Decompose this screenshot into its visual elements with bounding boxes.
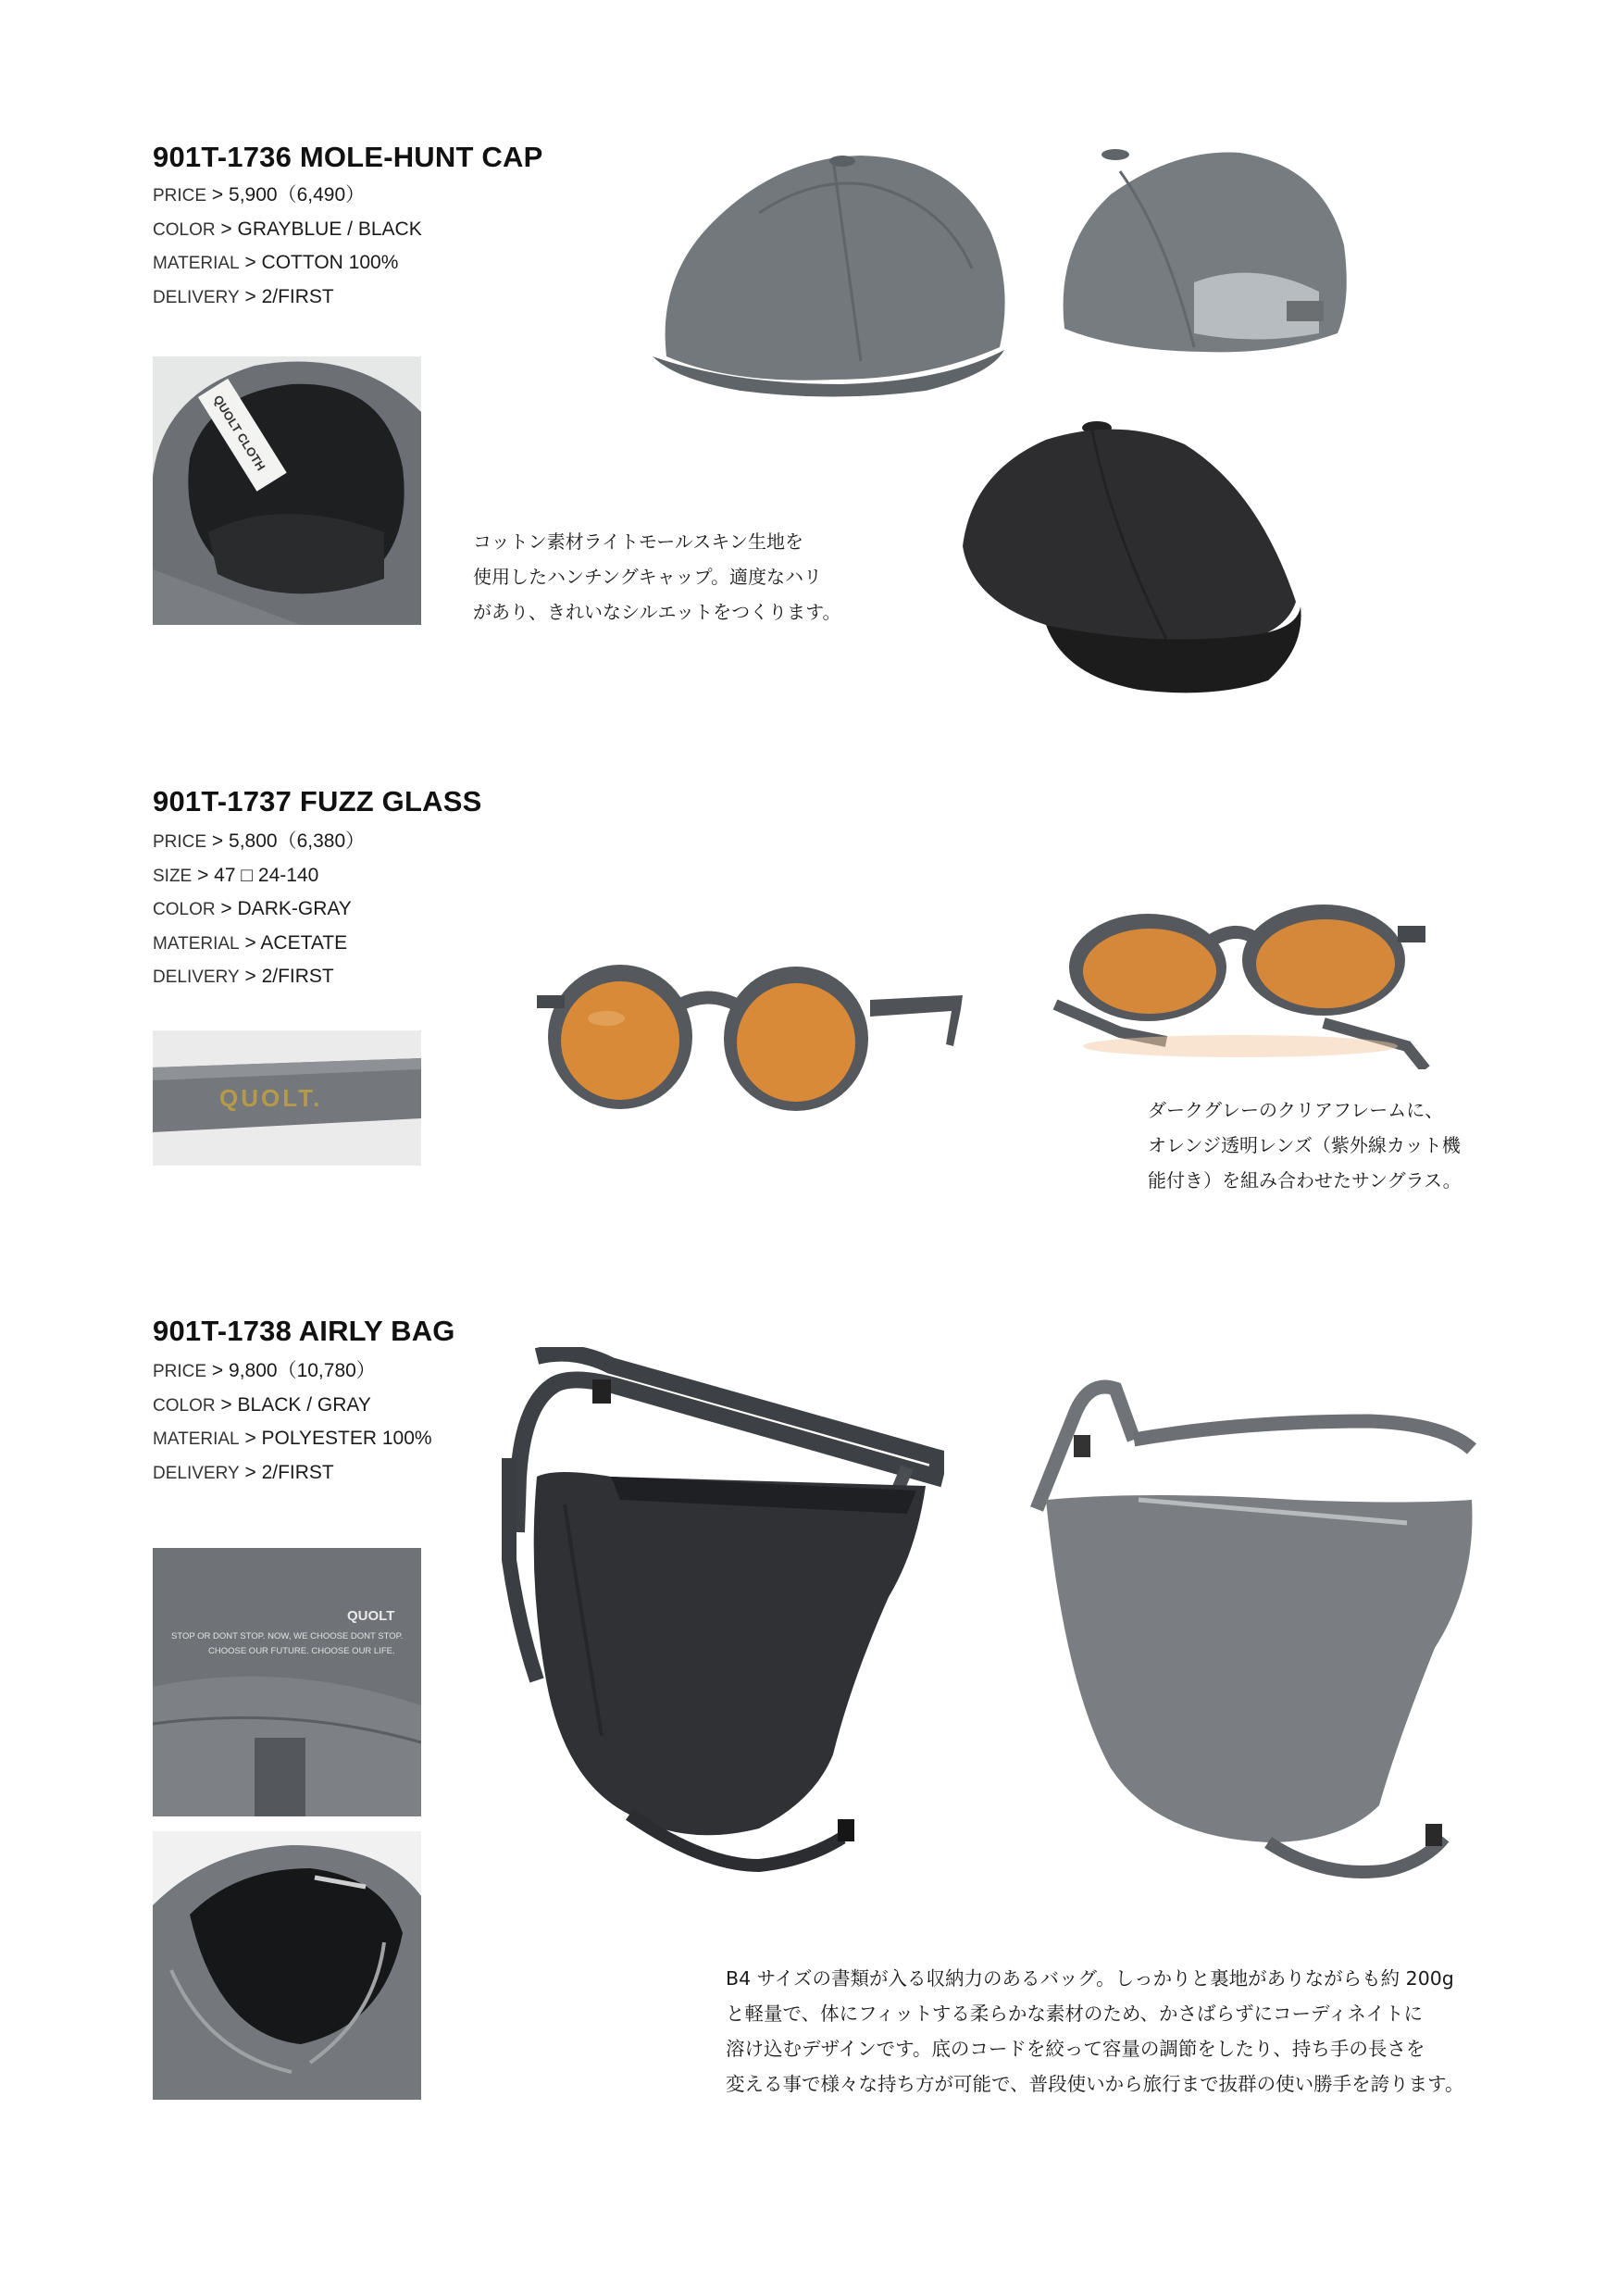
bag-print-detail-photo bbox=[153, 1548, 421, 1816]
description-line: 溶け込むデザインです。底のコードを絞って容量の調節をしたり、持ち手の長さを bbox=[726, 2038, 1425, 2060]
spec-label: PRICE bbox=[153, 186, 207, 206]
bag-print-brand: QUOLT bbox=[347, 1608, 395, 1624]
bag-print-line: CHOOSE OUR FUTURE. CHOOSE OUR LIFE. bbox=[208, 1646, 395, 1656]
cap-specs bbox=[153, 179, 422, 314]
product-title-cap: 901T-1736 MOLE-HUNT CAP bbox=[153, 141, 543, 173]
spec-value: 2/FIRST bbox=[261, 1461, 334, 1483]
spec-delivery: DELIVERY > 2/FIRST bbox=[153, 285, 334, 307]
cap-grayblue-front-photo bbox=[648, 148, 1009, 403]
product-title-glasses: 901T-1737 FUZZ GLASS bbox=[153, 785, 482, 817]
bag-description bbox=[726, 1961, 1463, 2102]
spec-label: MATERIAL bbox=[153, 1429, 240, 1449]
description-line: 使用したハンチングキャップ。適度なハリ bbox=[473, 566, 822, 588]
spec-material: MATERIAL > COTTON 100% bbox=[153, 252, 399, 273]
spec-value: DARK-GRAY bbox=[237, 898, 352, 919]
glasses-description bbox=[1148, 1092, 1462, 1198]
spec-value: 2/FIRST bbox=[261, 285, 334, 307]
spec-price: PRICE > 5,800（6,380） bbox=[153, 830, 366, 852]
spec-value: ACETATE bbox=[260, 931, 348, 954]
spec-label: MATERIAL bbox=[153, 933, 240, 954]
spec-label: DELIVERY bbox=[153, 1463, 240, 1483]
description-line: があり、きれいなシルエットをつくります。 bbox=[473, 601, 841, 623]
cap-description bbox=[473, 524, 841, 630]
description-line: オレンジ透明レンズ（紫外線カット機 bbox=[1148, 1134, 1461, 1156]
spec-value: 9,800（10,780） bbox=[229, 1360, 376, 1381]
spec-material: MATERIAL > POLYESTER 100% bbox=[153, 1428, 432, 1449]
temple-logo-text: QUOLT. bbox=[219, 1084, 323, 1112]
description-line: 変える事で様々な持ち方が可能で、普段使いから旅行まで抜群の使い勝手を誇ります。 bbox=[726, 2073, 1464, 2095]
bag-black-photo bbox=[481, 1347, 944, 1884]
description-line: と軽量で、体にフィットする柔らかな素材のため、かさばらずにコーディネイトに bbox=[726, 2003, 1423, 2025]
cap-label-text: QUOLT CLOTH bbox=[210, 393, 268, 473]
spec-value: 47 □ 24-140 bbox=[214, 864, 319, 886]
spec-label: COLOR bbox=[153, 1395, 216, 1416]
spec-price: PRICE > 9,800（10,780） bbox=[153, 1360, 376, 1381]
description-line: ダークグレーのクリアフレームに、 bbox=[1148, 1099, 1444, 1121]
spec-value: POLYESTER 100% bbox=[261, 1428, 432, 1449]
spec-color: COLOR > BLACK / GRAY bbox=[153, 1393, 371, 1416]
cap-black-photo bbox=[953, 417, 1305, 704]
spec-price: PRICE > 5,900（6,490） bbox=[153, 184, 366, 206]
bag-gray-photo bbox=[1009, 1370, 1490, 1889]
spec-label: COLOR bbox=[153, 900, 216, 919]
bag-inside-detail-photo bbox=[153, 1831, 421, 2100]
spec-size: SIZE > 47 □ 24-140 bbox=[153, 864, 319, 886]
spec-value: 5,900（6,490） bbox=[229, 184, 366, 206]
description-line: 能付き）を組み合わせたサングラス。 bbox=[1148, 1169, 1462, 1192]
spec-label: DELIVERY bbox=[153, 967, 240, 987]
spec-value: GRAYBLUE / BLACK bbox=[237, 218, 422, 240]
cap-grayblue-back-photo bbox=[1055, 144, 1351, 361]
spec-value: 2/FIRST bbox=[261, 966, 334, 987]
product-title-bag: 901T-1738 AIRLY BAG bbox=[153, 1315, 455, 1347]
spec-label: SIZE bbox=[153, 866, 193, 886]
cap-inside-detail-photo bbox=[153, 356, 421, 625]
spec-value: BLACK / GRAY bbox=[237, 1393, 371, 1416]
spec-label: COLOR bbox=[153, 219, 216, 240]
spec-delivery: DELIVERY > 2/FIRST bbox=[153, 1461, 334, 1483]
glasses-specs bbox=[153, 825, 365, 994]
glasses-temple-detail-photo bbox=[153, 1030, 421, 1166]
spec-label: DELIVERY bbox=[153, 287, 240, 307]
spec-material: MATERIAL > ACETATE bbox=[153, 931, 348, 954]
spec-color: COLOR > GRAYBLUE / BLACK bbox=[153, 218, 422, 240]
glasses-angled-photo bbox=[1046, 884, 1435, 1069]
spec-label: PRICE bbox=[153, 1362, 207, 1381]
bag-specs bbox=[153, 1354, 432, 1490]
description-line: コットン素材ライトモールスキン生地を bbox=[473, 530, 803, 553]
spec-label: PRICE bbox=[153, 832, 207, 852]
spec-color: COLOR > DARK-GRAY bbox=[153, 898, 352, 919]
spec-value: COTTON 100% bbox=[261, 252, 399, 273]
bag-print-line: STOP OR DONT STOP. NOW, WE CHOOSE DONT STOP. bbox=[171, 1631, 404, 1641]
glasses-front-photo bbox=[518, 944, 972, 1129]
description-line: B4 サイズの書類が入る収納力のあるバッグ。しっかりと裏地がありながらも約 200g bbox=[726, 1967, 1454, 1990]
spec-value: 5,800（6,380） bbox=[229, 830, 366, 852]
spec-delivery: DELIVERY > 2/FIRST bbox=[153, 966, 334, 987]
spec-label: MATERIAL bbox=[153, 254, 240, 273]
